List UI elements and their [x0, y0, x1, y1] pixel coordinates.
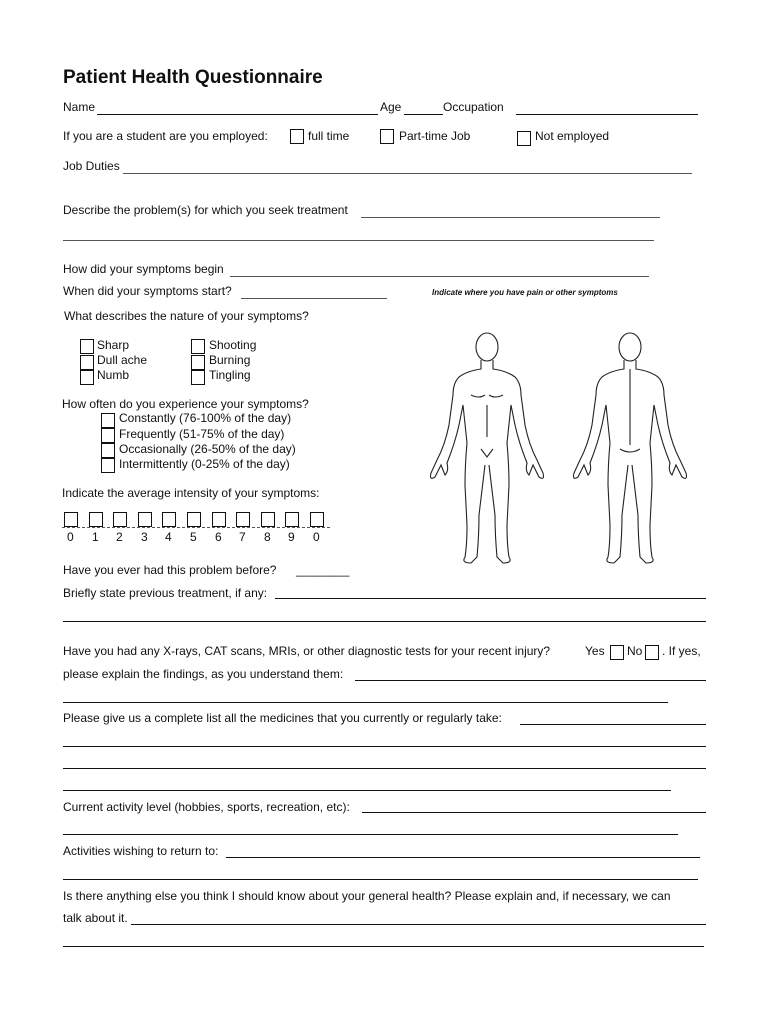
activity-label: Current activity level (hobbies, sports, recreation, etc): [63, 800, 350, 814]
problem-field-line-2[interactable] [63, 240, 654, 241]
age-label: Age [380, 100, 402, 114]
intensity-number-0: 0 [67, 530, 74, 544]
previous-treatment-field-line-2[interactable] [63, 621, 706, 622]
intensity-number-5: 5 [190, 530, 197, 544]
occupation-field[interactable] [516, 114, 698, 115]
yes-label: Yes [585, 644, 605, 658]
intensity-checkbox-7[interactable] [236, 512, 250, 527]
occasionally-label: Occasionally (26-50% of the day) [119, 442, 296, 456]
full-time-label: full time [308, 129, 350, 143]
xray-no-checkbox[interactable] [645, 645, 659, 660]
anything-else-question-continued: talk about it. [63, 911, 128, 925]
explain-findings-label: please explain the findings, as you understand them: [63, 667, 344, 681]
findings-field-line-2[interactable] [63, 702, 668, 703]
age-field[interactable] [404, 114, 443, 115]
tingling-label: Tingling [209, 368, 251, 382]
intensity-question: Indicate the average intensity of your symptoms: [62, 486, 320, 500]
xray-question: Have you had any X-rays, CAT scans, MRIs, or other diagnostic tests for your recent injury? [63, 644, 551, 658]
constantly-checkbox[interactable] [101, 413, 115, 428]
sharp-checkbox[interactable] [80, 339, 94, 354]
intensity-number-1: 1 [92, 530, 99, 544]
symptoms-start-label: When did your symptoms start? [63, 284, 232, 298]
return-field[interactable] [226, 857, 700, 858]
part-time-label: Part-time Job [399, 129, 471, 143]
intensity-checkbox-0[interactable] [64, 512, 78, 527]
had-before-question: Have you ever had this problem before? [63, 563, 277, 577]
intensity-number-10: 0 [313, 530, 320, 544]
medicines-label: Please give us a complete list all the medicines that you currently or regularly take: [63, 711, 502, 725]
previous-treatment-field[interactable] [275, 598, 706, 599]
return-label: Activities wishing to return to: [63, 844, 219, 858]
pain-map-hint: Indicate where you have pain or other symptoms [432, 288, 618, 297]
activity-field[interactable] [362, 812, 706, 813]
symptoms-begin-field[interactable] [230, 276, 649, 277]
burning-label: Burning [209, 353, 251, 367]
intermittently-checkbox[interactable] [101, 458, 115, 473]
intensity-checkbox-6[interactable] [212, 512, 226, 527]
page-title: Patient Health Questionnaire [63, 67, 323, 88]
intensity-baseline [62, 527, 330, 528]
intensity-number-4: 4 [165, 530, 172, 544]
medicines-field-line-2[interactable] [63, 746, 706, 747]
part-time-checkbox[interactable] [380, 129, 394, 144]
intensity-checkbox-9[interactable] [285, 512, 299, 527]
intensity-checkbox-1[interactable] [89, 512, 103, 527]
intensity-number-3: 3 [141, 530, 148, 544]
tingling-checkbox[interactable] [191, 370, 205, 385]
name-field[interactable] [97, 114, 378, 115]
shooting-checkbox[interactable] [191, 339, 205, 354]
intensity-checkbox-2[interactable] [113, 512, 127, 527]
return-field-line-2[interactable] [63, 879, 698, 880]
if-yes-label: . If yes, [662, 644, 701, 658]
intermittently-label: Intermittently (0-25% of the day) [119, 457, 290, 471]
back-body-figure [574, 333, 687, 563]
dull-ache-checkbox[interactable] [80, 355, 94, 370]
body-diagram[interactable] [415, 325, 700, 575]
symptoms-begin-label: How did your symptoms begin [63, 262, 224, 276]
intensity-checkbox-3[interactable] [138, 512, 152, 527]
findings-field[interactable] [355, 680, 706, 681]
previous-treatment-label: Briefly state previous treatment, if any: [63, 586, 268, 600]
frequently-checkbox[interactable] [101, 428, 115, 443]
intensity-number-7: 7 [239, 530, 246, 544]
not-employed-checkbox[interactable] [517, 131, 531, 146]
anything-else-field-line-2[interactable] [63, 946, 704, 947]
intensity-checkbox-10[interactable] [310, 512, 324, 527]
not-employed-label: Not employed [535, 129, 610, 143]
nature-question: What describes the nature of your symptoms? [64, 309, 309, 323]
intensity-number-2: 2 [116, 530, 123, 544]
intensity-number-6: 6 [215, 530, 222, 544]
anything-else-field[interactable] [131, 924, 706, 925]
full-time-checkbox[interactable] [290, 129, 304, 144]
activity-field-line-2[interactable] [63, 834, 678, 835]
job-duties-field[interactable] [123, 173, 692, 174]
intensity-checkbox-8[interactable] [261, 512, 275, 527]
dull-ache-label: Dull ache [97, 353, 148, 367]
name-label: Name [63, 100, 96, 114]
job-duties-label: Job Duties [63, 159, 120, 173]
xray-yes-checkbox[interactable] [610, 645, 624, 660]
frequently-label: Frequently (51-75% of the day) [119, 427, 285, 441]
intensity-checkbox-5[interactable] [187, 512, 201, 527]
had-before-field[interactable]: ________ [296, 563, 350, 577]
problem-label: Describe the problem(s) for which you seek treatment [63, 203, 348, 217]
no-label: No [627, 644, 643, 658]
occupation-label: Occupation [443, 100, 504, 114]
medicines-field-line-3[interactable] [63, 768, 706, 769]
sharp-label: Sharp [97, 338, 130, 352]
numb-label: Numb [97, 368, 130, 382]
intensity-number-9: 9 [288, 530, 295, 544]
medicines-field[interactable] [520, 724, 706, 725]
frequency-question: How often do you experience your symptoms? [62, 397, 309, 411]
student-employment-question: If you are a student are you employed: [63, 129, 268, 143]
intensity-checkbox-4[interactable] [162, 512, 176, 527]
symptoms-start-field[interactable] [241, 298, 387, 299]
medicines-field-line-4[interactable] [63, 790, 671, 791]
numb-checkbox[interactable] [80, 370, 94, 385]
problem-field[interactable] [361, 217, 660, 218]
occasionally-checkbox[interactable] [101, 443, 115, 458]
intensity-number-8: 8 [264, 530, 271, 544]
front-body-figure [431, 333, 544, 563]
shooting-label: Shooting [209, 338, 257, 352]
constantly-label: Constantly (76-100% of the day) [119, 411, 292, 425]
burning-checkbox[interactable] [191, 355, 205, 370]
anything-else-question: Is there anything else you think I should know about your general health? Please explain and, if necessary, we can [63, 889, 671, 903]
